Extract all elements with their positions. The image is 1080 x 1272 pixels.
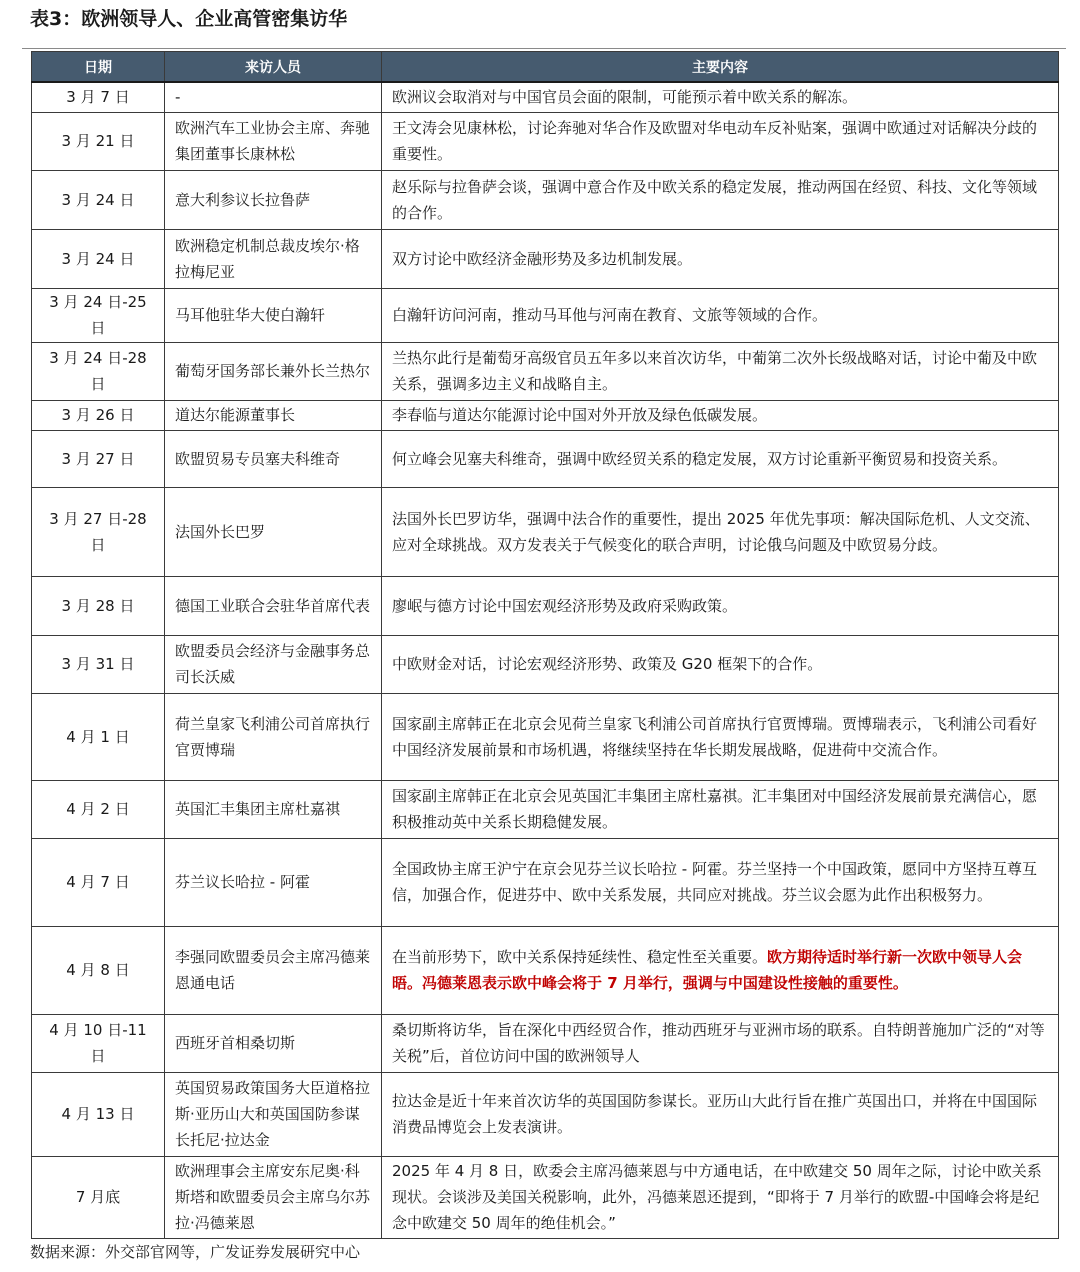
date-cell: 4 月 10 日-11 日: [32, 1014, 165, 1072]
table-row: [32, 170, 1059, 229]
visitor-cell: 英国贸易政策国务大臣道格拉斯·亚历山大和英国国防参谋长托尼·拉达金: [165, 1072, 382, 1156]
date-cell: 4 月 1 日: [32, 693, 165, 780]
table-row: [32, 487, 1059, 576]
visitor-cell: 荷兰皇家飞利浦公司首席执行官贾博瑞: [165, 693, 382, 780]
content-cell: 中欧财金对话，讨论宏观经济形势、政策及 G20 框架下的合作。: [382, 635, 1059, 693]
header-content: 主要内容: [382, 52, 1059, 83]
visitor-cell: 欧盟贸易专员塞夫科维奇: [165, 430, 382, 487]
title-rule: [22, 48, 1066, 49]
table-row: [32, 1072, 1059, 1156]
header-date: 日期: [32, 52, 165, 83]
content-cell: 廖岷与德方讨论中国宏观经济形势及政府采购政策。: [382, 576, 1059, 635]
visitor-cell: 欧盟委员会经济与金融事务总司长沃威: [165, 635, 382, 693]
visitor-cell: 道达尔能源董事长: [165, 400, 382, 430]
visitor-cell: -: [165, 82, 382, 112]
date-cell: 7 月底: [32, 1156, 165, 1238]
visitor-cell: 西班牙首相桑切斯: [165, 1014, 382, 1072]
date-cell: 3 月 24 日-25 日: [32, 288, 165, 342]
date-cell: 3 月 31 日: [32, 635, 165, 693]
visitor-cell: 欧洲理事会主席安东尼奥·科斯塔和欧盟委员会主席乌尔苏拉·冯德莱恩: [165, 1156, 382, 1238]
date-cell: 3 月 27 日-28 日: [32, 487, 165, 576]
visitor-cell: 欧洲稳定机制总裁皮埃尔·格拉梅尼亚: [165, 229, 382, 288]
content-cell: 双方讨论中欧经济金融形势及多边机制发展。: [382, 229, 1059, 288]
content-cell: 国家副主席韩正在北京会见英国汇丰集团主席杜嘉祺。汇丰集团对中国经济发展前景充满信心，愿积极推动英中关系长期稳健发展。: [382, 780, 1059, 838]
content-text: 在当前形势下，欧中关系保持延续性、稳定性至关重要。: [392, 948, 768, 966]
content-cell: 全国政协主席王沪宁在京会见芬兰议长哈拉 - 阿霍。芬兰坚持一个中国政策，愿同中方坚持互尊互信，加强合作，促进芬中、欧中关系发展，共同应对挑战。芬兰议会愿为此作出积极努力。: [382, 838, 1059, 926]
table-row: [32, 576, 1059, 635]
content-cell: 王文涛会见康林松，讨论奔驰对华合作及欧盟对华电动车反补贴案，强调中欧通过对话解决分歧的重要性。: [382, 112, 1059, 170]
table-title: 表3：欧洲领导人、企业高管密集访华: [30, 8, 348, 30]
visitor-cell: 德国工业联合会驻华首席代表: [165, 576, 382, 635]
visitor-cell: 英国汇丰集团主席杜嘉祺: [165, 780, 382, 838]
visitor-cell: 马耳他驻华大使白瀚轩: [165, 288, 382, 342]
table-row: [32, 1156, 1059, 1238]
visitor-cell: 芬兰议长哈拉 - 阿霍: [165, 838, 382, 926]
table-row: [32, 693, 1059, 780]
table-row: [32, 780, 1059, 838]
table-row: [32, 112, 1059, 170]
visitor-cell: 意大利参议长拉鲁萨: [165, 170, 382, 229]
date-cell: 4 月 7 日: [32, 838, 165, 926]
content-cell: 国家副主席韩正在北京会见荷兰皇家飞利浦公司首席执行官贾博瑞。贾博瑞表示，飞利浦公司看好中国经济发展前景和市场机遇，将继续坚持在华长期发展战略，促进荷中交流合作。: [382, 693, 1059, 780]
content-cell: 桑切斯将访华，旨在深化中西经贸合作，推动西班牙与亚洲市场的联系。自特朗普施加广泛的“对等关税”后，首位访问中国的欧洲领导人: [382, 1014, 1059, 1072]
content-cell: 李春临与道达尔能源讨论中国对外开放及绿色低碳发展。: [382, 400, 1059, 430]
visitor-cell: 欧洲汽车工业协会主席、奔驰集团董事长康林松: [165, 112, 382, 170]
header-row: [32, 52, 1059, 83]
date-cell: 3 月 28 日: [32, 576, 165, 635]
table-row: [32, 288, 1059, 342]
content-cell: 法国外长巴罗访华，强调中法合作的重要性，提出 2025 年优先事项：解决国际危机、人文交流、应对全球挑战。双方发表关于气候变化的联合声明，讨论俄乌问题及中欧贸易分歧。: [382, 487, 1059, 576]
visitor-cell: 李强同欧盟委员会主席冯德莱恩通电话: [165, 926, 382, 1014]
content-cell: 欧洲议会取消对与中国官员会面的限制，可能预示着中欧关系的解冻。: [382, 82, 1059, 112]
table-row: [32, 926, 1059, 1014]
content-cell: 兰热尔此行是葡萄牙高级官员五年多以来首次访华，中葡第二次外长级战略对话，讨论中葡及中欧关系，强调多边主义和战略自主。: [382, 342, 1059, 400]
content-cell: [382, 926, 1059, 1014]
visitor-cell: 法国外长巴罗: [165, 487, 382, 576]
date-cell: 3 月 27 日: [32, 430, 165, 487]
content-highlight: 欧方期待适时举行新一次欧中领导人会晤。冯德莱恩表示欧中峰会将于 7 月举行，强调与中国建设性接触的重要性。: [392, 948, 1023, 992]
content-cell: 拉达金是近十年来首次访华的英国国防参谋长。亚历山大此行旨在推广英国出口，并将在中国国际消费品博览会上发表演讲。: [382, 1072, 1059, 1156]
date-cell: 4 月 13 日: [32, 1072, 165, 1156]
header-visitor: 来访人员: [165, 52, 382, 83]
visits-table: [31, 51, 1059, 1239]
date-cell: 4 月 2 日: [32, 780, 165, 838]
date-cell: 3 月 7 日: [32, 82, 165, 112]
table-row: [32, 635, 1059, 693]
table-row: [32, 82, 1059, 112]
date-cell: 4 月 8 日: [32, 926, 165, 1014]
date-cell: 3 月 26 日: [32, 400, 165, 430]
table-row: [32, 342, 1059, 400]
visitor-cell: 葡萄牙国务部长兼外长兰热尔: [165, 342, 382, 400]
content-cell: 何立峰会见塞夫科维奇，强调中欧经贸关系的稳定发展，双方讨论重新平衡贸易和投资关系。: [382, 430, 1059, 487]
table-row: [32, 838, 1059, 926]
content-cell: 赵乐际与拉鲁萨会谈，强调中意合作及中欧关系的稳定发展，推动两国在经贸、科技、文化等领域的合作。: [382, 170, 1059, 229]
table-row: [32, 400, 1059, 430]
date-cell: 3 月 24 日: [32, 170, 165, 229]
table-row: [32, 1014, 1059, 1072]
content-cell: 白瀚轩访问河南，推动马耳他与河南在教育、文旅等领域的合作。: [382, 288, 1059, 342]
date-cell: 3 月 24 日: [32, 229, 165, 288]
content-cell: 2025 年 4 月 8 日，欧委会主席冯德莱恩与中方通电话，在中欧建交 50 周年之际，讨论中欧关系现状。会谈涉及美国关税影响，此外，冯德莱恩还提到，“即将于 7 月举行的欧盟-中国峰会将是纪念中欧建交 50 周年的绝佳机会。”: [382, 1156, 1059, 1238]
table-row: [32, 229, 1059, 288]
date-cell: 3 月 21 日: [32, 112, 165, 170]
table-row: [32, 430, 1059, 487]
date-cell: 3 月 24 日-28 日: [32, 342, 165, 400]
data-source-note: 数据来源：外交部官网等，广发证券发展研究中心: [30, 1243, 361, 1261]
